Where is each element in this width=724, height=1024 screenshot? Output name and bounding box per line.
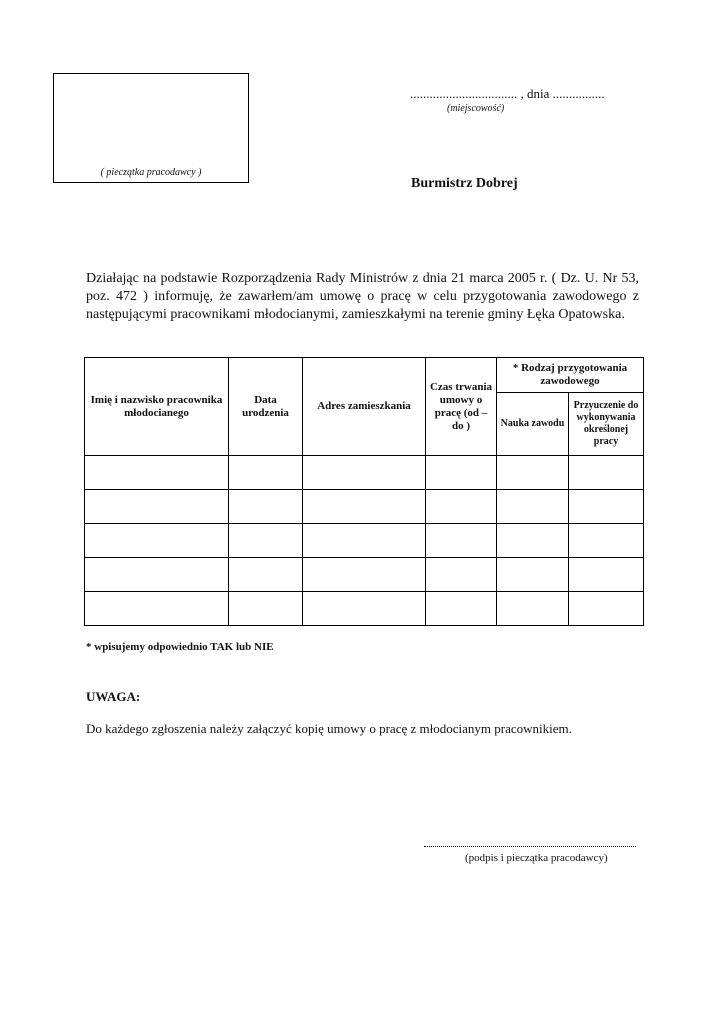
table-cell[interactable] [303,456,426,490]
table-cell[interactable] [497,490,569,524]
header-birth-date: Data urodzenia [229,358,303,456]
header-prep-type: * Rodzaj przygotowania zawodowego [497,358,644,393]
table-row [85,592,644,626]
header-address: Adres zamieszkania [303,358,426,456]
table-cell[interactable] [426,524,497,558]
warning-title: UWAGA: [86,689,141,704]
body-paragraph: Działając na podstawie Rozporządzenia Rady Ministrów z dnia 21 marca 2005 r. ( Dz. U. Nr 53, poz. 472 ) informuję, że zawarłem/am umowę o pracę w celu przygotowania zawodowego z następującymi pracownikami młodocianymi, zamieszkałymi na terenie gminy Łęka Opatowska. [86,271,639,322]
table-cell[interactable] [229,558,303,592]
table-cell[interactable] [229,456,303,490]
table-row [85,490,644,524]
table-cell[interactable] [85,490,229,524]
table-cell[interactable] [229,490,303,524]
table-cell[interactable] [85,592,229,626]
addressee: Burmistrz Dobrej [411,176,518,191]
employer-stamp-label: ( pieczątka pracodawcy ) [100,167,202,178]
header-name: Imię i nazwisko pracownika młodocianego [85,358,229,456]
header-vocation: Nauka zawodu [497,393,569,456]
header-duration: Czas trwania umowy o pracę (od – do ) [426,358,497,456]
table-cell[interactable] [497,524,569,558]
table-cell[interactable] [569,592,644,626]
table-cell[interactable] [85,456,229,490]
signature-label: (podpis i pieczątka pracodawcy) [465,852,608,864]
table-cell[interactable] [426,592,497,626]
table-cell[interactable] [569,456,644,490]
footnote: * wpisujemy odpowiednio TAK lub NIE [86,641,274,653]
workers-table [84,357,644,626]
table-cell[interactable] [85,558,229,592]
employer-stamp-box [53,73,249,183]
table-cell[interactable] [303,490,426,524]
warning-text: Do każdego zgłoszenia należy załączyć kopię umowy o pracę z młodocianym pracownikiem. [86,721,572,736]
table-cell[interactable] [303,592,426,626]
table-cell[interactable] [569,558,644,592]
table-cell[interactable] [569,524,644,558]
place-label: (miejscowość) [447,103,505,114]
table-row [85,558,644,592]
table-cell[interactable] [426,558,497,592]
table-cell[interactable] [303,524,426,558]
table-cell[interactable] [497,592,569,626]
table-cell[interactable] [426,490,497,524]
table-cell[interactable] [569,490,644,524]
header-training: Przyuczenie do wykonywania określonej pracy [569,393,644,456]
table-cell[interactable] [85,524,229,558]
table-cell[interactable] [303,558,426,592]
table-cell[interactable] [229,524,303,558]
table-cell[interactable] [229,592,303,626]
table-row [85,524,644,558]
table-cell[interactable] [426,456,497,490]
table-row [85,456,644,490]
signature-line [424,846,636,847]
place-date-line: ................................. , dnia ................ [410,86,605,101]
table-cell[interactable] [497,558,569,592]
table-cell[interactable] [497,456,569,490]
